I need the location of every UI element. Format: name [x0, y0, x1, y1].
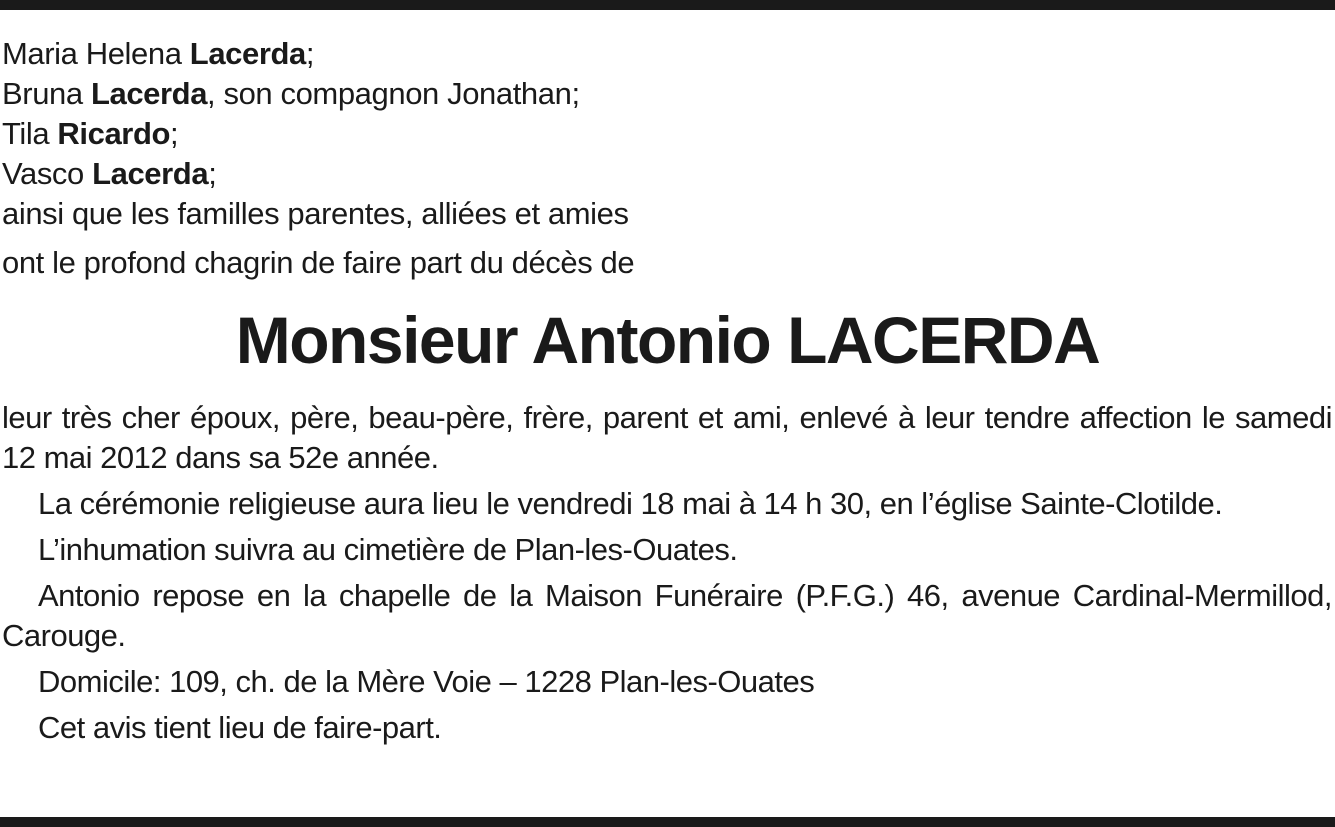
- family-member-surname: Lacerda: [90, 76, 208, 111]
- family-member-firstname: Maria Helena: [2, 36, 190, 71]
- family-member-line: [2, 114, 1002, 154]
- family-member-line: [2, 34, 1002, 74]
- closing-note-paragraph: Cet avis tient lieu de faire-part.: [38, 710, 442, 745]
- family-member-surname: Lacerda: [92, 156, 209, 191]
- resting-place-paragraph: Antonio repose en la chapelle de la Maison Funéraire (P.F.G.) 46, avenue Cardinal-Mermillod, Carouge.: [2, 578, 1332, 653]
- family-member-firstname: Vasco: [2, 156, 93, 191]
- family-member-suffix: ;: [208, 156, 217, 191]
- top-border-rule: [0, 0, 1335, 10]
- family-member-line: [2, 74, 1002, 114]
- family-member-firstname: Tila: [2, 116, 58, 151]
- family-member-suffix: ;: [170, 116, 179, 151]
- family-list: [2, 34, 1002, 283]
- burial-paragraph: L’inhumation suivra au cimetière de Plan-les-Ouates.: [38, 532, 738, 567]
- ceremony-paragraph: La cérémonie religieuse aura lieu le vendredi 18 mai à 14 h 30, en l’église Sainte-Clotilde.: [38, 486, 1223, 521]
- extended-family-line: ainsi que les familles parentes, alliées et amies: [2, 196, 629, 231]
- domicile-paragraph: Domicile: 109, ch. de la Mère Voie – 1228 Plan-les-Ouates: [38, 664, 815, 699]
- notice-body: [2, 398, 1332, 748]
- family-member-line: [2, 154, 1002, 194]
- family-member-firstname: Bruna: [2, 76, 91, 111]
- family-member-suffix: , son compagnon Jonathan;: [207, 76, 580, 111]
- deceased-name-heading: Monsieur Antonio LACERDA: [235, 303, 1100, 377]
- family-member-suffix: ;: [305, 36, 315, 71]
- tribute-paragraph: leur très cher époux, père, beau-père, frère, parent et ami, enlevé à leur tendre affection le samedi 12 mai 2012 dans sa 52e année.: [2, 400, 1332, 475]
- family-member-surname: Lacerda: [189, 36, 306, 71]
- announcement-intro-line: ont le profond chagrin de faire part du décès de: [2, 245, 635, 280]
- family-member-surname: Ricardo: [57, 116, 171, 151]
- bottom-border-rule: [0, 817, 1335, 827]
